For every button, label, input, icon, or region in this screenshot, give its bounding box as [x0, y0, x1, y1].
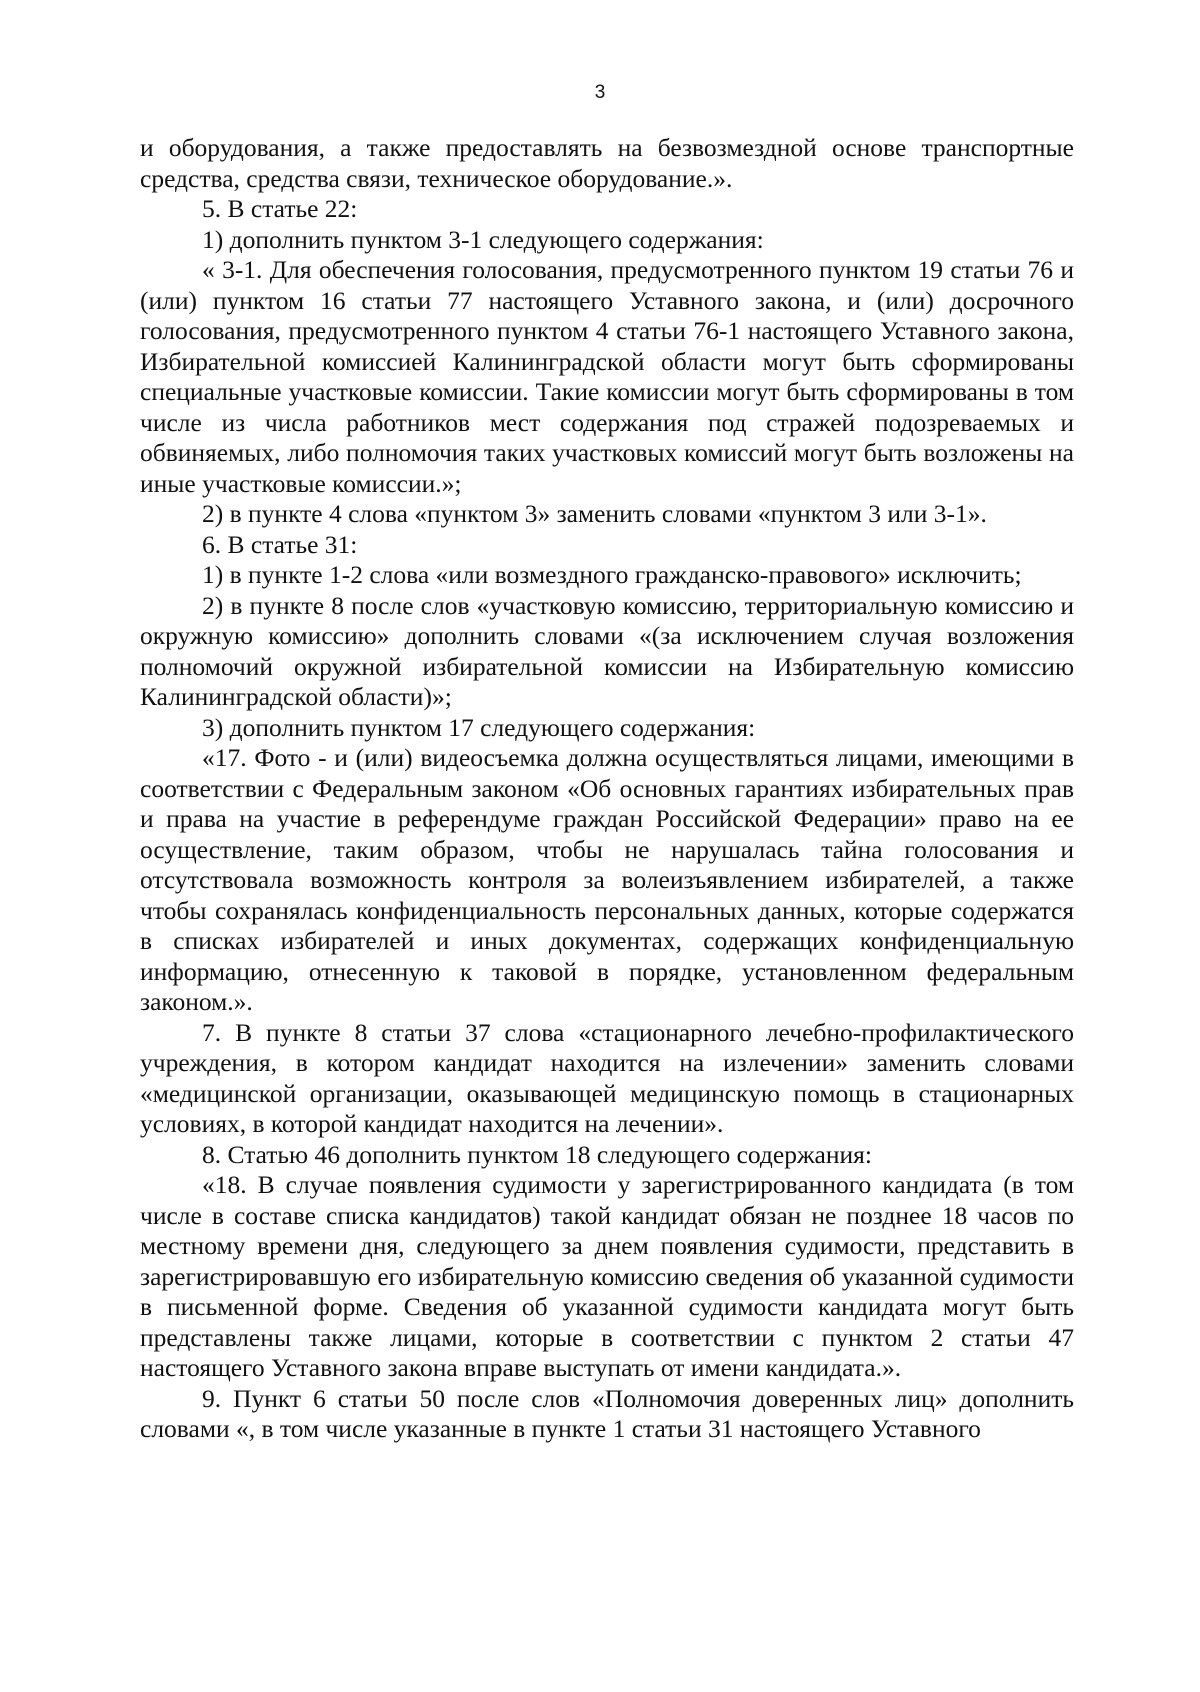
paragraph-article-22-item-2: 2) в пункте 4 слова «пунктом 3» заменить словами «пунктом 3 или 3-1». — [202, 499, 987, 528]
paragraph-article-31-item-2: 2) в пункте 8 после слов «участковую комиссию, территориальную комиссию и окружную комиссию» дополнить словами «(за исключением случая возложения полномочий окружной избирательной комиссии на Избирательную комиссию Калининградской области)»; — [140, 590, 1074, 711]
paragraph-article-46-heading: 8. Статью 46 дополнить пунктом 18 следующего содержания: — [202, 1139, 872, 1169]
paragraph-article-31-heading: 6. В статье 31: — [202, 529, 358, 559]
paragraph-clause-3-1: « 3-1. Для обеспечения голосования, предусмотренного пунктом 19 статьи 76 и (или) пунктом 16 статьи 77 настоящего Уставного закона, и (или) досрочного голосования, предусмотренного пунктом 4 статьи 76-1 настоящего Уставного закона, Избирательной комиссией Калининградской области могут быть сформированы специальные участковые комиссии. Такие комиссии могут быть сформированы в том числе из числа работников мест содержания под стражей подозреваемых и обвиняемых, либо полномочия таких участковых комиссий могут быть возложены на иные участковые комиссии.»; — [140, 255, 1074, 498]
paragraph-article-37: 7. В пункте 8 статьи 37 слова «стационарного лечебно-профилактического учреждения, в котором кандидат находится на излечении» заменить словами «медицинской организации, оказывающей медицинскую помощь в стационарных условиях, в которой кандидат находится на лечении». — [140, 1017, 1074, 1138]
paragraph-continuation: и оборудования, а также предоставлять на безвозмездной основе транспортные средства, средства связи, техническое оборудование.». — [140, 133, 1074, 193]
paragraph-clause-17: «17. Фото - и (или) видеосъемка должна осуществляться лицами, имеющими в соответствии с Федеральным законом «Об основных гарантиях избирательных прав и права на участие в референдуме граждан Российской Федерации» право на ее осуществление, таким образом, чтобы не нарушалась тайна голосования и отсутствовала возможность контроля за волеизъявлением избирателей, а также чтобы сохранялась конфиденциальность персональных данных, которые содержатся в списках избирателей и иных документах, содержащих конфиденциальную информацию, отнесенную к таковой в порядке, установленном федеральным законом.». — [140, 743, 1074, 1016]
paragraph-clause-18: «18. В случае появления судимости у зарегистрированного кандидата (в том числе в составе списка кандидатов) такой кандидат обязан не позднее 18 часов по местному времени дня, следующего за днем появления судимости, представить в зарегистрировавшую его избирательную комиссию сведения об указанной судимости в письменной форме. Сведения об указанной судимости кандидата могут быть представлены также лицами, которые в соответствии с пунктом 2 статьи 47 настоящего Уставного закона вправе выступать от имени кандидата.». — [140, 1170, 1074, 1382]
document-body — [140, 133, 1074, 1445]
paragraph-article-50: 9. Пункт 6 статьи 50 после слов «Полномочия доверенных лиц» дополнить словами «, в том числе указанные в пункте 1 статьи 31 настоящего Уставного — [140, 1383, 1074, 1443]
paragraph-article-22-heading: 5. В статье 22: — [202, 194, 358, 223]
page-number: 3 — [594, 82, 606, 103]
paragraph-article-31-item-1: 1) в пункте 1-2 слова «или возмездного гражданско-правового» исключить; — [202, 560, 1022, 589]
paragraph-article-22-item-1: 1) дополнить пунктом 3-1 следующего содержания: — [202, 224, 764, 254]
paragraph-article-31-item-3: 3) дополнить пунктом 17 следующего содержания: — [202, 712, 756, 742]
